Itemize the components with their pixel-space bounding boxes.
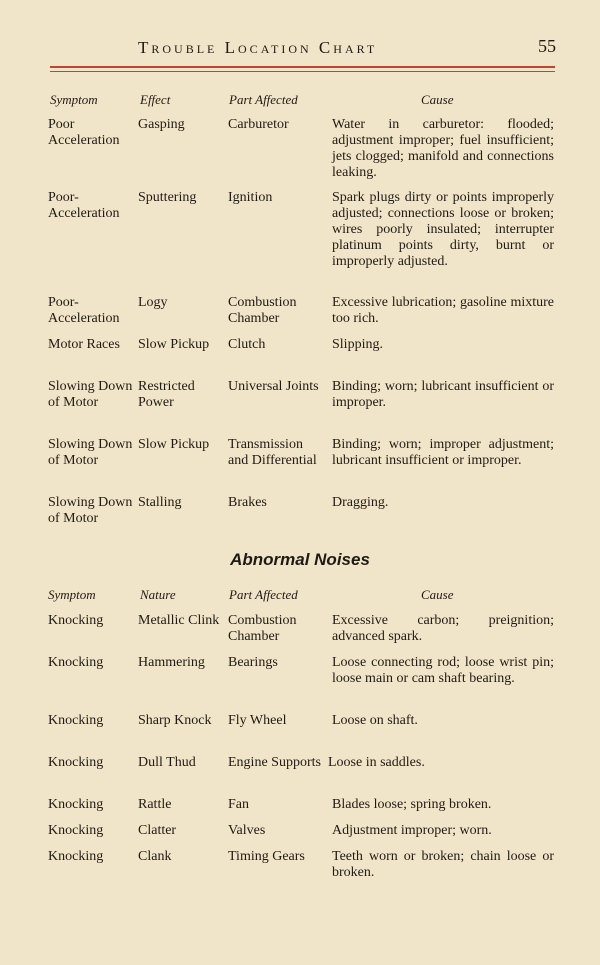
header-part-affected: Part Affected [229,92,298,107]
header-part-affected: Part Affected [229,587,298,602]
symptom-cell: Knocking [48,755,104,770]
part-cell: Clutch [228,337,266,352]
page-number: 55 [538,36,556,56]
symptom-cell: Knocking [48,797,104,812]
header-symptom: Symptom [48,587,96,602]
symptom-cell: Poor-Acceleration [48,295,120,326]
cause-cell: Dragging. [332,495,389,510]
nature-cell: Clatter [138,823,177,838]
running-head [0,36,600,62]
nature-cell: Clank [138,849,172,864]
cause-cell: Binding; worn; improper adjustment; lubricant insufficient or improper. [332,437,554,468]
effect-cell: Logy [138,295,168,310]
red-double-rule-top [50,66,555,68]
cause-cell: Excessive lubrication; gasoline mixture too rich. [332,295,554,326]
cause-cell: Water in carburetor: flooded; adjustment improper; fuel insufficient; jets clogged; manifold and connections leaking. [332,117,554,180]
symptom-cell: Knocking [48,849,104,864]
cause-cell: Teeth worn or broken; chain loose or broken. [332,849,554,880]
nature-cell: Dull Thud [138,755,196,770]
nature-cell: Metallic Clink [138,613,220,628]
part-cell: Ignition [228,190,273,205]
header-cause: Cause [421,587,454,602]
nature-cell: Sharp Knock [138,713,212,728]
symptom-cell: Poor Acceleration [48,117,120,148]
effect-cell: Restricted Power [138,379,195,410]
part-cell: Combustion Chamber [228,613,297,644]
header-symptom: Symptom [50,92,98,107]
part-cell: Universal Joints [228,379,319,394]
part-cell: Brakes [228,495,267,510]
nature-cell: Rattle [138,797,172,812]
cause-cell: Blades loose; spring broken. [332,797,492,812]
effect-cell: Stalling [138,495,182,510]
part-cell: Combustion Chamber [228,295,297,326]
cause-cell: Loose connecting rod; loose wrist pin; loose main or cam shaft bearing. [332,655,554,686]
symptom-cell: Slowing Down of Motor [48,495,133,526]
symptom-cell: Knocking [48,713,104,728]
cause-cell: Loose in saddles. [328,755,425,770]
symptom-cell: Slowing Down of Motor [48,437,133,468]
cause-cell: Slipping. [332,337,383,352]
symptom-cell: Knocking [48,613,104,628]
red-double-rule-bottom [50,71,555,72]
section-title: Abnormal Noises [230,550,370,569]
symptom-cell: Motor Races [48,337,120,352]
cause-cell: Excessive carbon; preignition; advanced spark. [332,613,554,644]
header-nature: Nature [140,587,176,602]
part-cell: Transmission and Differential [228,437,317,468]
symptom-cell: Poor-Acceleration [48,190,120,221]
effect-cell: Sputtering [138,190,197,205]
header-cause: Cause [421,92,454,107]
header-effect: Effect [140,92,171,107]
chart-title: Trouble Location Chart [138,38,378,57]
part-cell: Timing Gears [228,849,305,864]
part-cell: Engine Supports [228,755,321,770]
part-cell: Valves [228,823,266,838]
symptom-cell: Knocking [48,823,104,838]
symptom-cell: Slowing Down of Motor [48,379,133,410]
part-cell: Fan [228,797,249,812]
part-cell: Bearings [228,655,278,670]
cause-cell: Loose on shaft. [332,713,418,728]
effect-cell: Slow Pickup [138,437,210,452]
part-cell: Fly Wheel [228,713,287,728]
symptom-cell: Knocking [48,655,104,670]
cause-cell: Adjustment improper; worn. [332,823,492,838]
cause-cell: Spark plugs dirty or points improperly adjusted; connections loose or broken; wires poorly insulated; interrupter platinum points dirty, burnt or improperly adjusted. [332,190,554,269]
effect-cell: Slow Pickup [138,337,210,352]
nature-cell: Hammering [138,655,205,670]
cause-cell: Binding; worn; lubricant insufficient or improper. [332,379,554,410]
part-cell: Carburetor [228,117,289,132]
effect-cell: Gasping [138,117,185,132]
